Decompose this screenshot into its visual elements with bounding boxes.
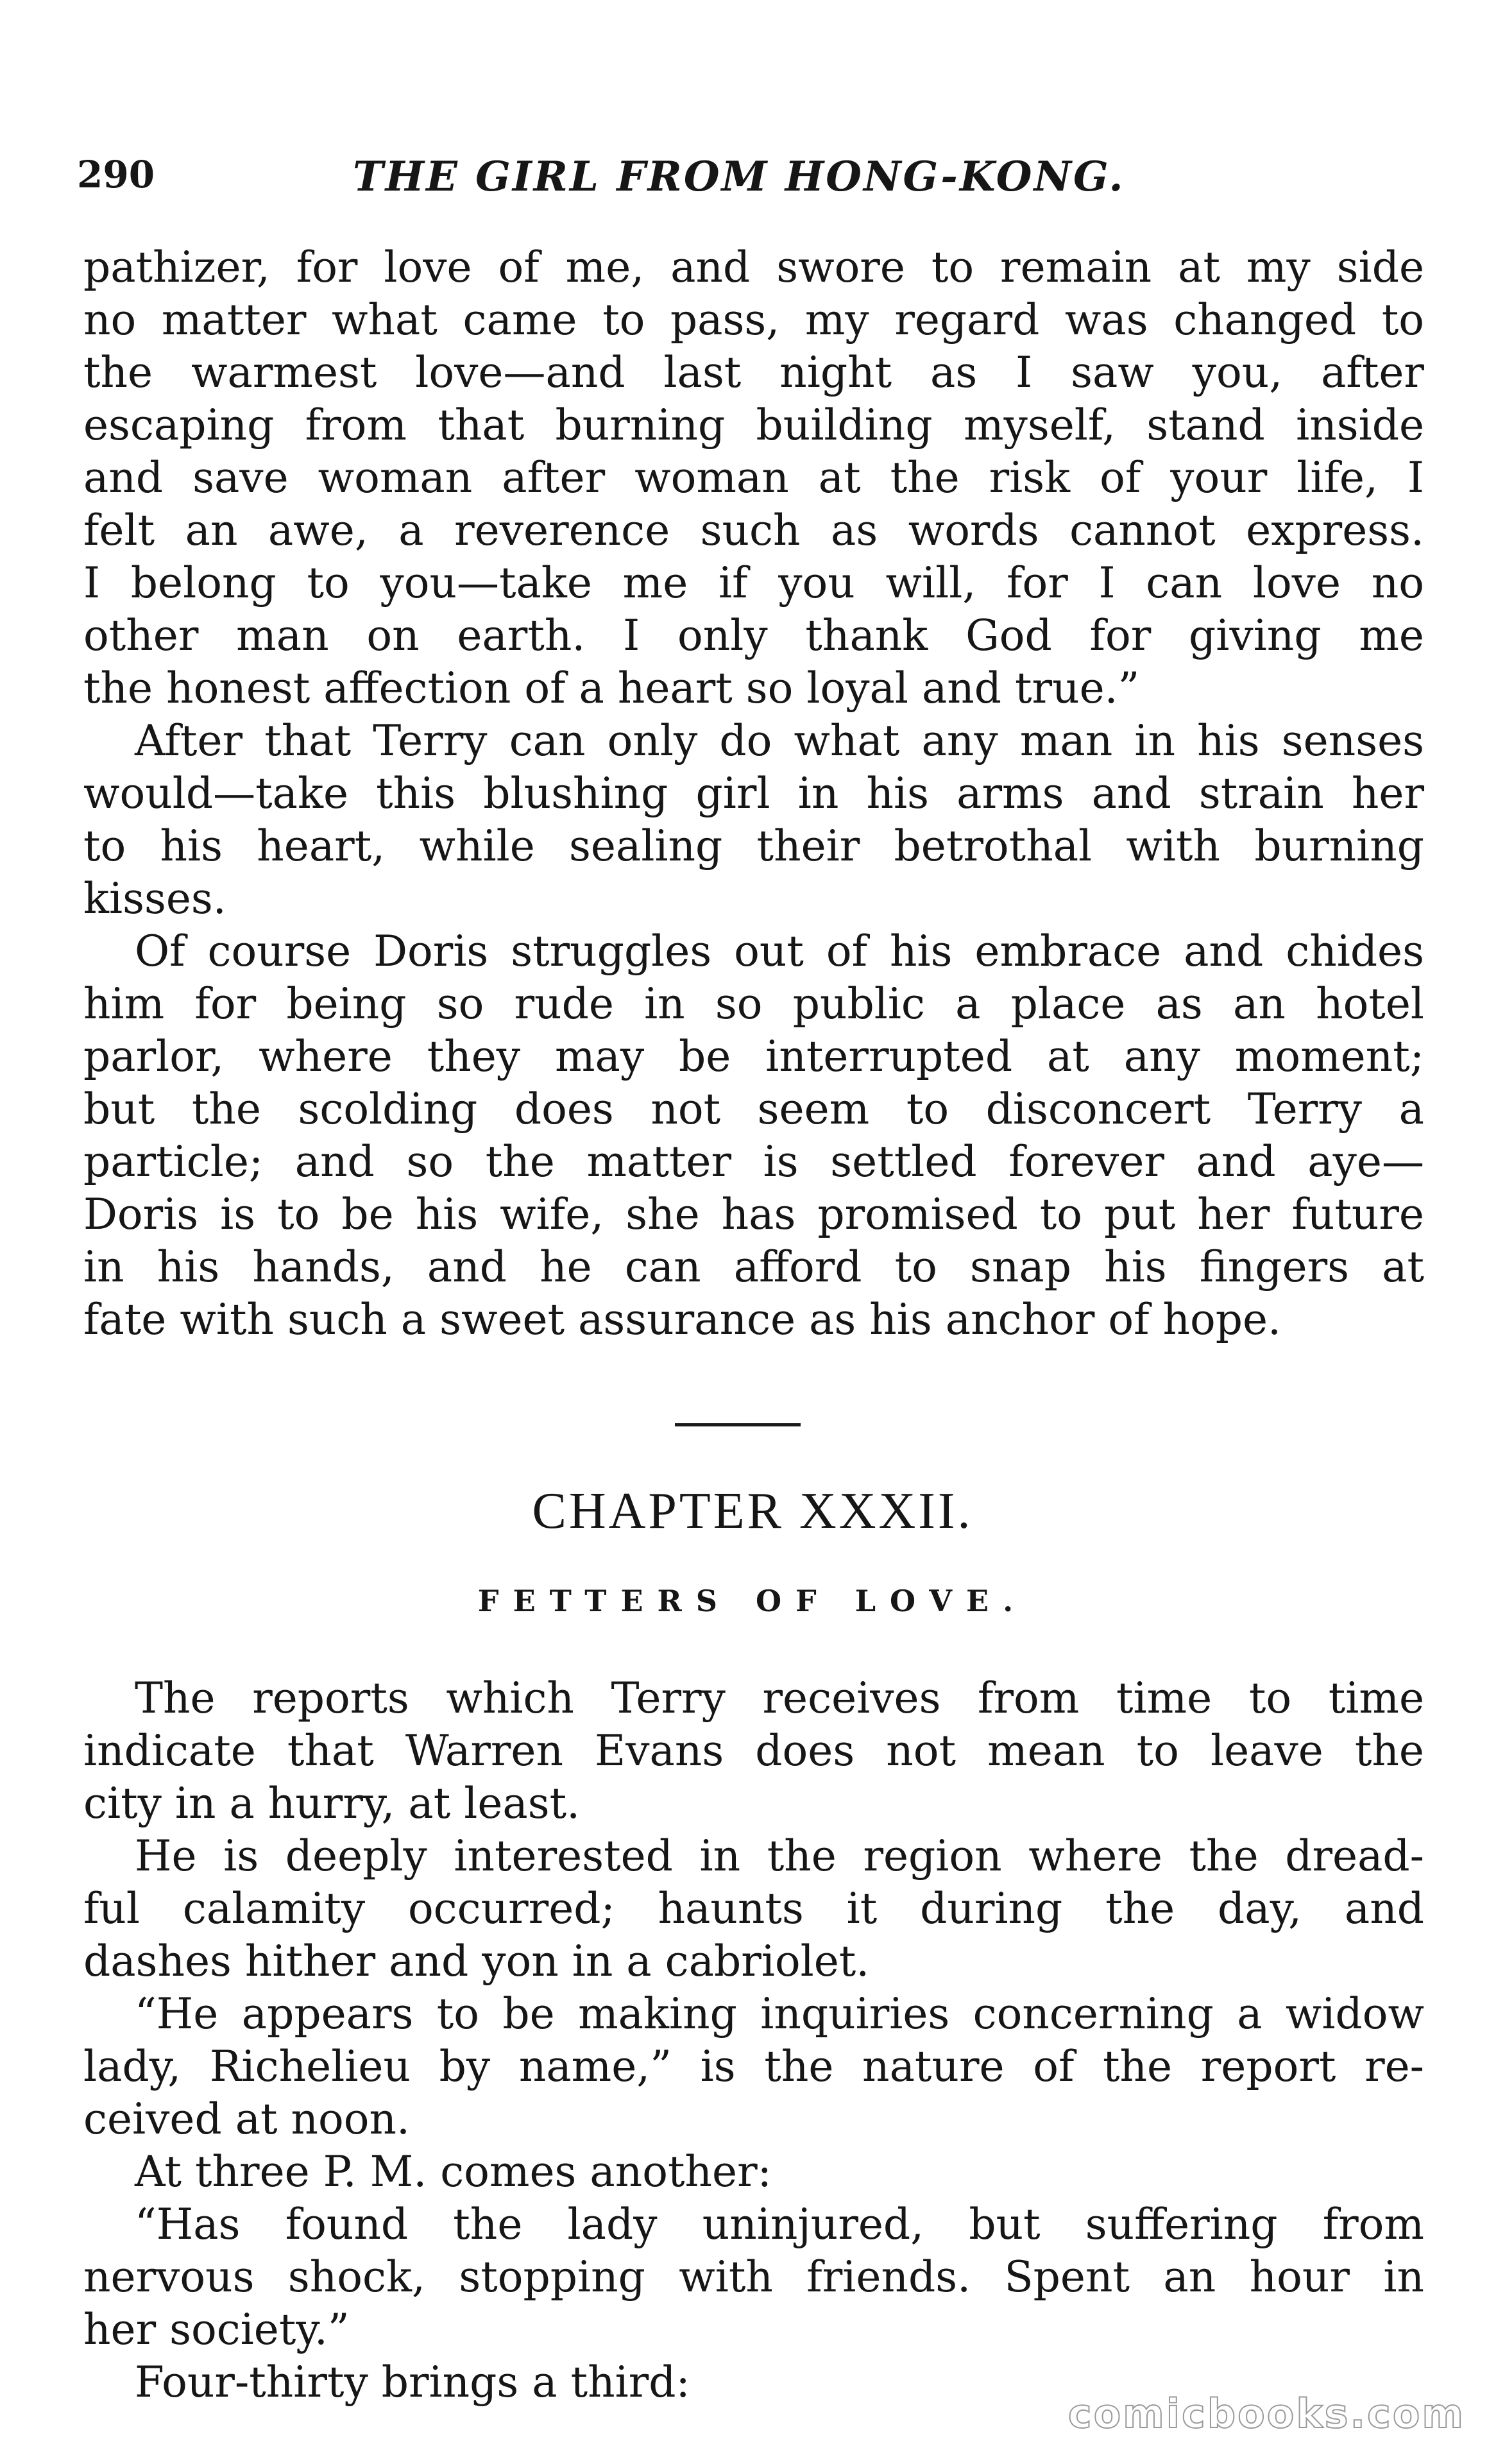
text-line: ful calamity occurred; haunts it during the day, and bbox=[83, 1884, 1424, 1933]
chapter-heading: CHAPTER XXXII. bbox=[532, 1483, 973, 1539]
text-line: parlor, where they may be interrupted at any moment; bbox=[83, 1032, 1424, 1081]
text-line: Of course Doris struggles out of his embrace and chides bbox=[135, 927, 1424, 976]
running-head bbox=[77, 153, 1424, 204]
section-divider bbox=[675, 1423, 801, 1426]
text-line: indicate that Warren Evans does not mean to leave the bbox=[83, 1726, 1424, 1775]
text-line: nervous shock, stopping with friends. Spent an hour in bbox=[83, 2252, 1424, 2302]
page-number: 290 bbox=[77, 153, 155, 196]
text-line: other man on earth. I only thank God for giving me bbox=[83, 611, 1424, 660]
text-line: the honest affection of a heart so loyal and true.” bbox=[83, 663, 1140, 713]
text-line: After that Terry can only do what any man in his senses bbox=[135, 716, 1424, 766]
text-line: would—take this blushing girl in his arms and strain her bbox=[83, 769, 1424, 818]
text-line: dashes hither and yon in a cabriolet. bbox=[83, 1937, 870, 1986]
text-line: lady, Richelieu by name,” is the nature of the report re- bbox=[83, 2042, 1424, 2091]
text-line: Doris is to be his wife, she has promised to put her future bbox=[83, 1190, 1424, 1239]
text-line: “He appears to be making inquiries concerning a widow bbox=[135, 1989, 1424, 2039]
text-line: particle; and so the matter is settled forever and aye— bbox=[83, 1137, 1424, 1186]
body-text-section-1 bbox=[83, 241, 1424, 1346]
text-line: in his hands, and he can afford to snap his fingers at bbox=[83, 1242, 1424, 1292]
text-line: At three P. M. comes another: bbox=[135, 2147, 772, 2196]
body-text-section-2 bbox=[83, 1672, 1424, 2409]
text-line: kisses. bbox=[83, 874, 226, 923]
text-line: escaping from that burning building myself, stand inside bbox=[83, 400, 1424, 450]
text-line: “Has found the lady uninjured, but suffering from bbox=[135, 2200, 1424, 2249]
watermark-logo: comicbooks.com bbox=[1067, 2390, 1465, 2437]
text-line: ceived at noon. bbox=[83, 2094, 411, 2144]
running-title: THE GIRL FROM HONG-KONG. bbox=[353, 153, 1125, 201]
text-line: no matter what came to pass, my regard was changed to bbox=[83, 295, 1424, 345]
text-line: her society.” bbox=[83, 2305, 350, 2354]
chapter-subtitle: FETTERS OF LOVE. bbox=[477, 1584, 1028, 1618]
text-line: I belong to you—take me if you will, for I can love no bbox=[83, 558, 1424, 608]
text-line: and save woman after woman at the risk of your life, I bbox=[83, 453, 1424, 502]
text-line: but the scolding does not seem to disconcert Terry a bbox=[83, 1084, 1424, 1134]
text-line: the warmest love—and last night as I saw you, after bbox=[83, 348, 1424, 397]
text-line: He is deeply interested in the region where the dread- bbox=[135, 1831, 1424, 1881]
text-line: The reports which Terry receives from time to time bbox=[135, 1673, 1424, 1723]
text-line: Four-thirty brings a third: bbox=[135, 2357, 690, 2407]
text-line: him for being so rude in so public a place as an hotel bbox=[83, 979, 1424, 1029]
text-line: city in a hurry, at least. bbox=[83, 1779, 581, 1828]
text-line: to his heart, while sealing their betrothal with burning bbox=[83, 821, 1424, 871]
text-line: felt an awe, a reverence such as words cannot express. bbox=[83, 506, 1424, 555]
text-line: fate with such a sweet assurance as his anchor of hope. bbox=[83, 1295, 1282, 1344]
text-line: pathizer, for love of me, and swore to remain at my side bbox=[83, 243, 1424, 292]
